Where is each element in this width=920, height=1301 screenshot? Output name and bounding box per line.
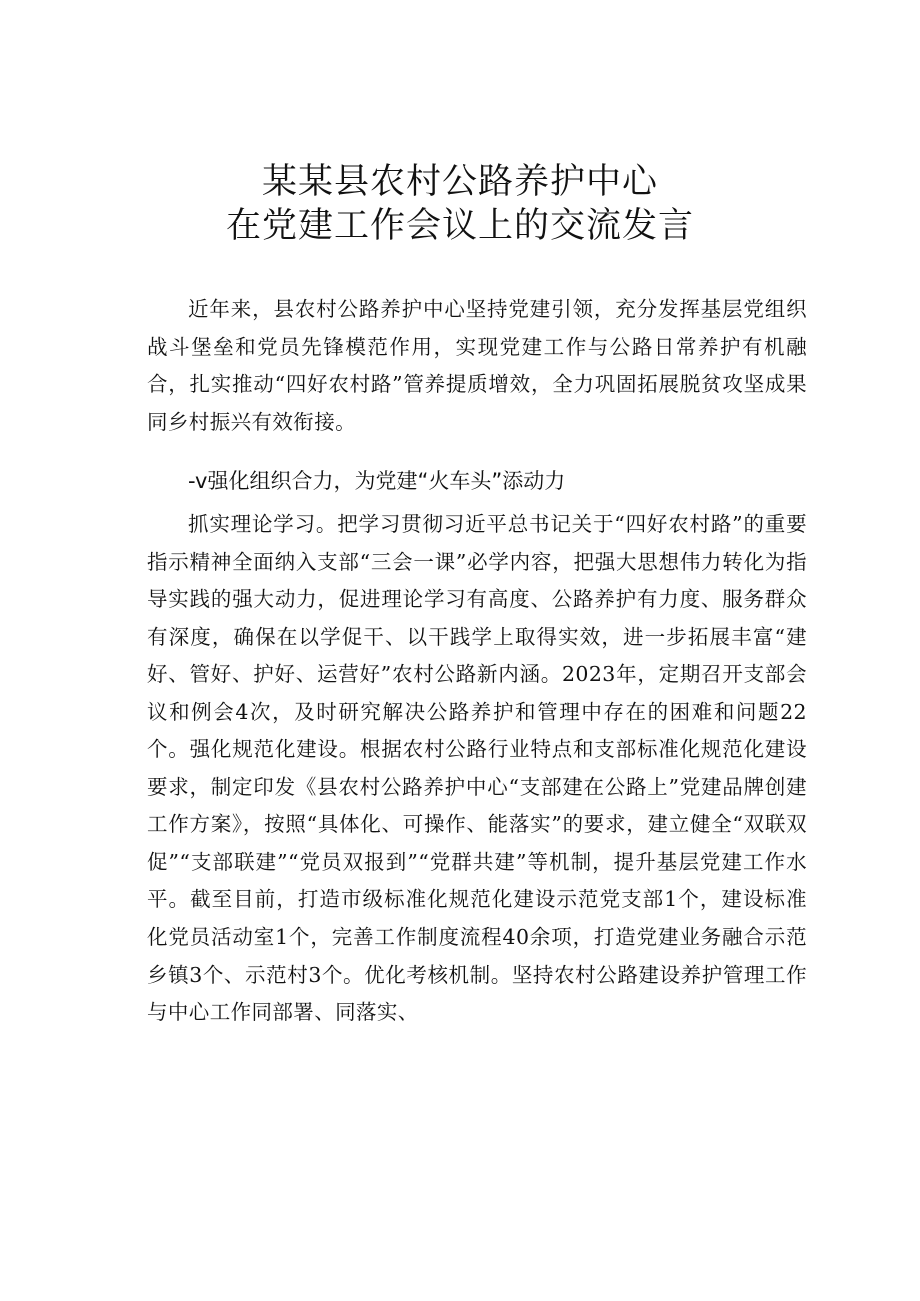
document-title-line-1: 某某县农村公路养护中心 — [261, 162, 658, 202]
section-body-paragraph: 抓实理论学习。把学习贯彻习近平总书记关于“四好农村路”的重要指示精神全面纳入支部“三会一课”必学内容，把强大思想伟力转化为指导实践的强大动力，促进理论学习有高度、公路养护有力度、服务群众有深度，确保在以学促干、以干践学上取得实效，进一步拓展丰富“建好、管好、护好、运营好”农村公路新内涵。2023年，定期召开支部会议和例会4次，及时研究解决公路养护和管理中存在的困难和问题22个。强化规范化建设。根据农村公路行业特点和支部标准化规范化建设要求，制定印发《县农村公路养护中心“支部建在公路上”党建品牌创建工作方案》，按照“具体化、可操作、能落实”的要求，建立健全“双联双促”“支部联建”“党员双报到”“党群共建”等机制，提升基层党建工作水平。截至目前，打造市级标准化规范化建设示范党支部1个，建设标准化党员活动室1个，完善工作制度流程40余项，打造党建业务融合示范乡镇3个、示范村3个。优化考核机制。坚持农村公路建设养护管理工作与中心工作同部署、同落实、 — [147, 512, 807, 1025]
document-title-line-2: 在党建工作会议上的交流发言 — [225, 206, 694, 246]
intro-paragraph: 近年来，县农村公路养护中心坚持党建引领，充分发挥基层党组织战斗堡垒和党员先锋模范作用，实现党建工作与公路日常养护有机融合，扎实推动“四好农村路”管养提质增效，全力巩固拓展脱贫攻坚成果同乡村振兴有效衔接。 — [147, 297, 807, 434]
section-heading: -v强化组织合力，为党建“火车头”添动力 — [188, 469, 566, 493]
